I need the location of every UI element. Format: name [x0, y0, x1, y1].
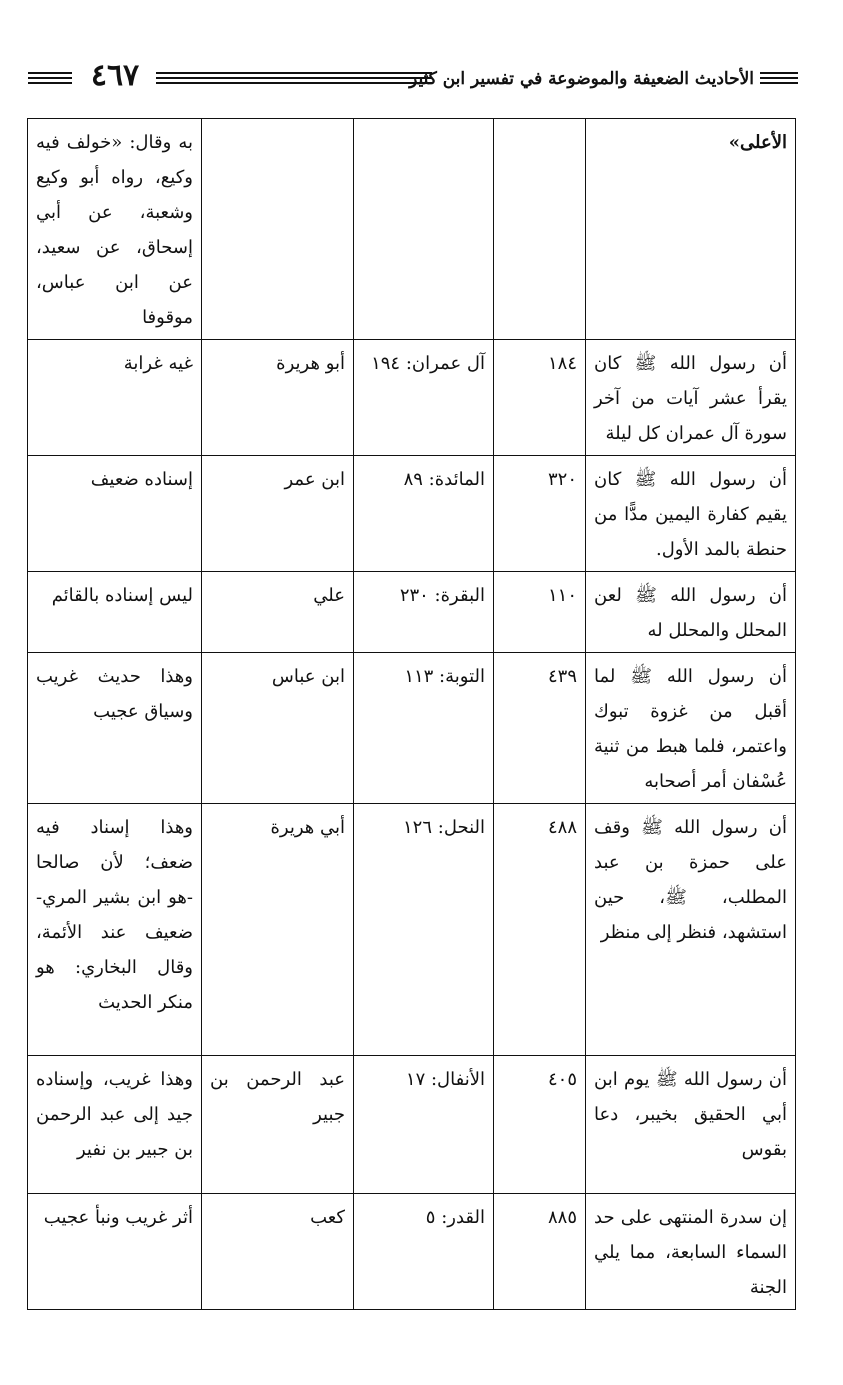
hadith-text-cell: أن رسول الله ﷺ كان يقرأ عشر آيات من آخر سورة آل عمران كل ليلة [586, 340, 796, 456]
page-ref-cell [494, 119, 586, 340]
page-ref-cell: ٣٢٠ [494, 456, 586, 572]
hadith-text-cell: أن رسول الله ﷺ وقف على حمزة بن عبد المطلب، ﷺ، حين استشهد، فنظر إلى منظر [586, 804, 796, 1056]
header-rule-middle [156, 72, 432, 87]
table-row [28, 119, 796, 340]
grade-cell: وهذا إسناد فيه ضعف؛ لأن صالحا -هو ابن بشير المري- ضعيف عند الأئمة، وقال البخاري: هو منكر الحديث [28, 804, 202, 1056]
page-ref-cell: ٤٣٩ [494, 653, 586, 804]
grade-cell: به وقال: «خولف فيه وكيع، رواه أبو وكيع وشعبة، عن أبي إسحاق، عن سعيد، عن ابن عباس، موقوفا [28, 119, 202, 340]
narrator-cell [202, 119, 354, 340]
book-title: الأحاديث الضعيفة والموضوعة في تفسير ابن كثير [409, 69, 754, 89]
page-ref-cell: ٤٠٥ [494, 1056, 586, 1194]
page-ref-cell: ٨٨٥ [494, 1194, 586, 1310]
ayah-ref-cell: المائدة: ٨٩ [354, 456, 494, 572]
ayah-ref-cell: الأنفال: ١٧ [354, 1056, 494, 1194]
grade-cell: وهذا حديث غريب وسياق عجيب [28, 653, 202, 804]
narrator-cell: ابن عباس [202, 653, 354, 804]
ayah-ref-cell: البقرة: ٢٣٠ [354, 572, 494, 653]
grade-cell: ليس إسناده بالقائم [28, 572, 202, 653]
table-row [28, 1056, 796, 1194]
narrator-cell: أبو هريرة [202, 340, 354, 456]
hadith-text-cell: أن رسول الله ﷺ لعن المحلل والمحلل له [586, 572, 796, 653]
hadith-text-cell: أن رسول الله ﷺ يوم ابن أبي الحقيق بخيبر، دعا بقوس [586, 1056, 796, 1194]
page-ref-cell: ٤٨٨ [494, 804, 586, 1056]
table-row [28, 804, 796, 1056]
hadith-text-cell: إن سدرة المنتهى على حد السماء السابعة، مما يلي الجنة [586, 1194, 796, 1310]
hadith-text-cell: أن رسول الله ﷺ لما أقبل من غزوة تبوك واعتمر، فلما هبط من ثنية عُسْفان أمر أصحابه [586, 653, 796, 804]
page-ref-cell: ١١٠ [494, 572, 586, 653]
header-rule-left [28, 72, 72, 87]
narrator-cell: علي [202, 572, 354, 653]
hadith-text-cell: أن رسول الله ﷺ كان يقيم كفارة اليمين مدًّا من حنطة بالمد الأول. [586, 456, 796, 572]
table-row [28, 572, 796, 653]
ayah-ref-cell: التوبة: ١١٣ [354, 653, 494, 804]
page-ref-cell: ١٨٤ [494, 340, 586, 456]
header-rule-right [760, 72, 798, 87]
narrator-cell: كعب [202, 1194, 354, 1310]
grade-cell: أثر غريب ونبأ عجيب [28, 1194, 202, 1310]
page-header [28, 58, 798, 98]
narrator-cell: عبد الرحمن بن جبير [202, 1056, 354, 1194]
hadith-text-cell: الأعلى» [586, 119, 796, 340]
ayah-ref-cell [354, 119, 494, 340]
table-row [28, 1194, 796, 1310]
grade-cell: غيه غرابة [28, 340, 202, 456]
grade-cell: وهذا غريب، وإسناده جيد إلى عبد الرحمن بن جبير بن نفير [28, 1056, 202, 1194]
table-row [28, 340, 796, 456]
ayah-ref-cell: القدر: ٥ [354, 1194, 494, 1310]
grade-cell: إسناده ضعيف [28, 456, 202, 572]
narrator-cell: ابن عمر [202, 456, 354, 572]
hadith-table [27, 118, 796, 1310]
narrator-cell: أبي هريرة [202, 804, 354, 1056]
ayah-ref-cell: النحل: ١٢٦ [354, 804, 494, 1056]
page-number: ٤٦٧ [90, 58, 140, 93]
table-row [28, 653, 796, 804]
table-row [28, 456, 796, 572]
ayah-ref-cell: آل عمران: ١٩٤ [354, 340, 494, 456]
